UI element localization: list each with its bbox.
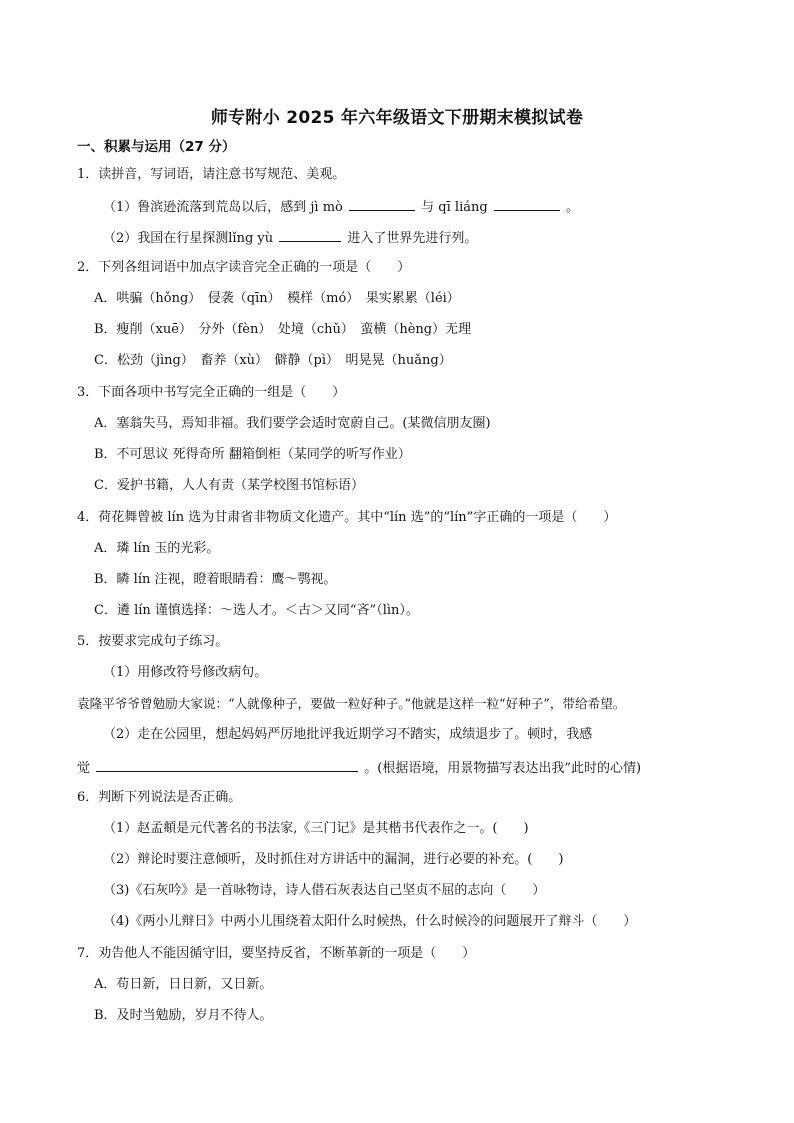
question-5-sentence: 袁隆平爷爷曾勉励大家说：“人就像种子，要做一粒好种子。”他就是这样一粒“好种子”，带给希望。 bbox=[77, 696, 626, 711]
question-4-option-a: A．璘 lín 玉的光彩。 bbox=[94, 541, 220, 556]
question-7-stem: 7．劝告他人不能因循守旧，要坚持反省，不断革新的一项是（ ） bbox=[77, 946, 476, 961]
answer-blank-jimo[interactable] bbox=[349, 197, 415, 211]
q1-item1-text-c: 。 bbox=[565, 200, 579, 215]
q1-item2-text-a: （2）我国在行星探测lǐng yù bbox=[103, 231, 274, 246]
question-1-item-2 bbox=[103, 228, 477, 248]
section-heading: 一、积累与运用（27 分） bbox=[77, 139, 236, 155]
question-1-stem: 1．读拼音，写词语，请注意书写规范、美观。 bbox=[77, 167, 346, 182]
exam-title: 师专附小 2025 年六年级语文下册期末模拟试卷 bbox=[210, 108, 584, 128]
question-2-option-b: B．瘦削（xuē） 分外（fèn） 处境（chǔ） 蛮横（hèng）无理 bbox=[94, 322, 472, 337]
q1-item1-text-a: （1）鲁滨逊流落到荒岛以后，感到 jì mò bbox=[103, 200, 343, 215]
question-5-item-1: （1）用修改符号修改病句。 bbox=[103, 665, 268, 680]
question-7-option-b: B．及时当勉励，岁月不待人。 bbox=[94, 1008, 273, 1023]
question-3-option-a: A．塞翁失马，焉知非福。我们要学会适时宽蔚自己。(某微信朋友圈) bbox=[94, 416, 491, 431]
question-6-item-2: （2）辩论时要注意倾听，及时抓住对方讲话中的漏洞，进行必要的补充。( ) bbox=[103, 852, 564, 867]
question-3-stem: 3．下面各项中书写完全正确的一组是（ ） bbox=[77, 385, 346, 400]
question-3-option-b: B．不可思议 死得奇所 翻箱倒柜（某同学的听写作业） bbox=[94, 447, 411, 462]
q1-item2-text-b: 进入了世界先进行列。 bbox=[347, 231, 478, 246]
answer-blank-scenery[interactable] bbox=[96, 758, 358, 772]
question-1-item-1 bbox=[103, 197, 579, 217]
question-4-stem: 4．荷花舞曾被 lín 选为甘肃省非物质文化遗产。其中“lín 选”的“lín”字正确的一项是（ ） bbox=[77, 510, 617, 525]
question-4-option-c: C．遴 lín 谨慎选择：～选人才。＜古＞又同“吝”（lìn）。 bbox=[94, 603, 419, 618]
q5-item2-prefix: 觉 bbox=[77, 761, 91, 776]
question-6-item-3: （3)《石灰吟》是一首咏物诗，诗人借石灰表达自己坚贞不屈的志向（ ） bbox=[103, 883, 546, 898]
question-2-option-a: A．哄骗（hǒng） 侵袭（qīn） 模样（mó） 果实累累（léi） bbox=[94, 291, 460, 306]
question-2-stem: 2．下列各组词语中加点字读音完全正确的一项是（ ） bbox=[77, 260, 411, 275]
question-5-stem: 5．按要求完成句子练习。 bbox=[77, 634, 229, 649]
question-5-item-2-continued bbox=[77, 758, 641, 778]
question-3-option-c: C．爱护书籍，人人有责（某学校图书馆标语） bbox=[94, 478, 364, 493]
question-5-item-2: （2）走在公园里，想起妈妈严厉地批评我近期学习不踏实，成绩退步了。顿时，我感 bbox=[103, 727, 593, 742]
question-7-option-a: A．苟日新，日日新，又日新。 bbox=[94, 977, 273, 992]
question-6-item-4: （4)《两小儿辩日》中两小儿围绕着太阳什么时候热，什么时候冷的问题展开了辩斗（ ） bbox=[103, 914, 637, 929]
question-6-stem: 6．判断下列说法是否正确。 bbox=[77, 790, 242, 805]
answer-blank-lingyu[interactable] bbox=[279, 228, 341, 242]
question-4-option-b: B．瞵 lín 注视，瞪着眼睛看：鹰～鹗视。 bbox=[94, 572, 337, 587]
answer-blank-qiliang[interactable] bbox=[494, 197, 560, 211]
q1-item1-text-b: 与 qī liáng bbox=[421, 200, 488, 215]
question-6-item-1: （1）赵孟頫是元代著名的书法家,《三门记》是其楷书代表作之一。( ) bbox=[103, 821, 529, 836]
q5-item2-suffix: 。(根据语境，用景物描写表达出我”此时的心情) bbox=[364, 761, 642, 776]
question-2-option-c: C．松劲（jìng） 畜养（xù） 僻静（pì） 明晃晃（huǎng） bbox=[94, 353, 452, 368]
